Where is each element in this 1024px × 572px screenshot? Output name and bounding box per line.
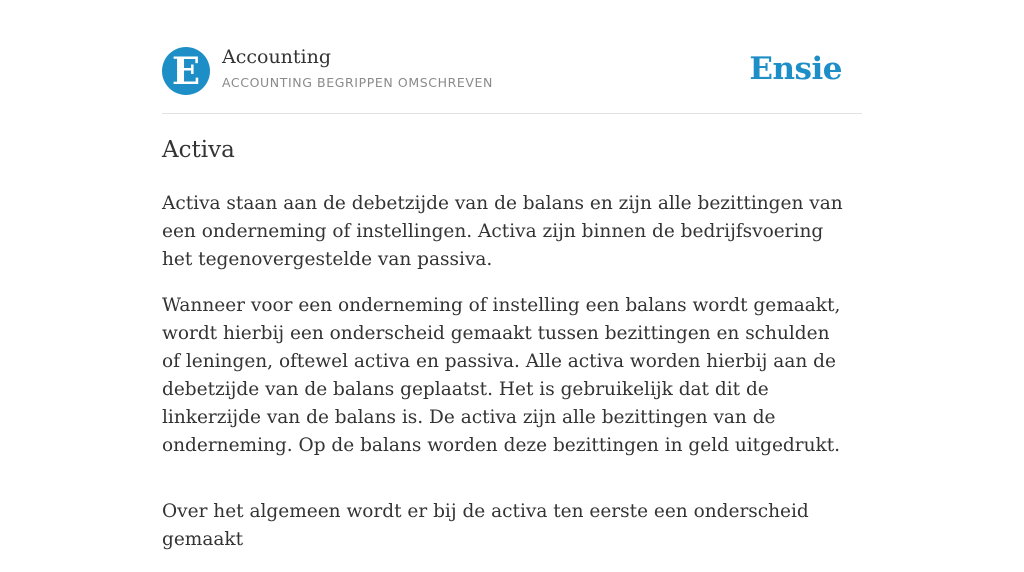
- article-title: Activa: [162, 137, 235, 163]
- site-header: [162, 0, 862, 114]
- article-body: [162, 190, 852, 572]
- article-paragraph: Activa staan aan de debetzijde van de balans en zijn alle bezittingen van een onderneming of instellingen. Activa zijn binnen de bedrijfsvoering het tegenovergestelde van passiva.: [162, 193, 843, 270]
- article-paragraph: Wanneer voor een onderneming of instelling een balans wordt gemaakt, wordt hierbij een onderscheid gemaakt tussen bezittingen en schulden of leningen, oftewel activa en passiva. Alle activa worden hierbij aan de debetzijde van de balans geplaatst. Het is gebruikelijk dat dit de linkerzijde van de balans is. De activa zijn alle bezittingen van de onderneming. Op de balans worden deze bezittingen in geld uitgedrukt.: [162, 295, 841, 456]
- article-paragraph: Over het algemeen wordt er bij de activa ten eerste een onderscheid gemaakt: [162, 501, 809, 550]
- page-container: [162, 0, 862, 550]
- brand-link[interactable]: Ensie: [749, 51, 842, 87]
- site-subtitle: ACCOUNTING BEGRIPPEN OMSCHREVEN: [222, 75, 493, 90]
- ensie-logo-icon[interactable]: E: [162, 47, 210, 95]
- site-title-link[interactable]: Accounting: [222, 46, 332, 68]
